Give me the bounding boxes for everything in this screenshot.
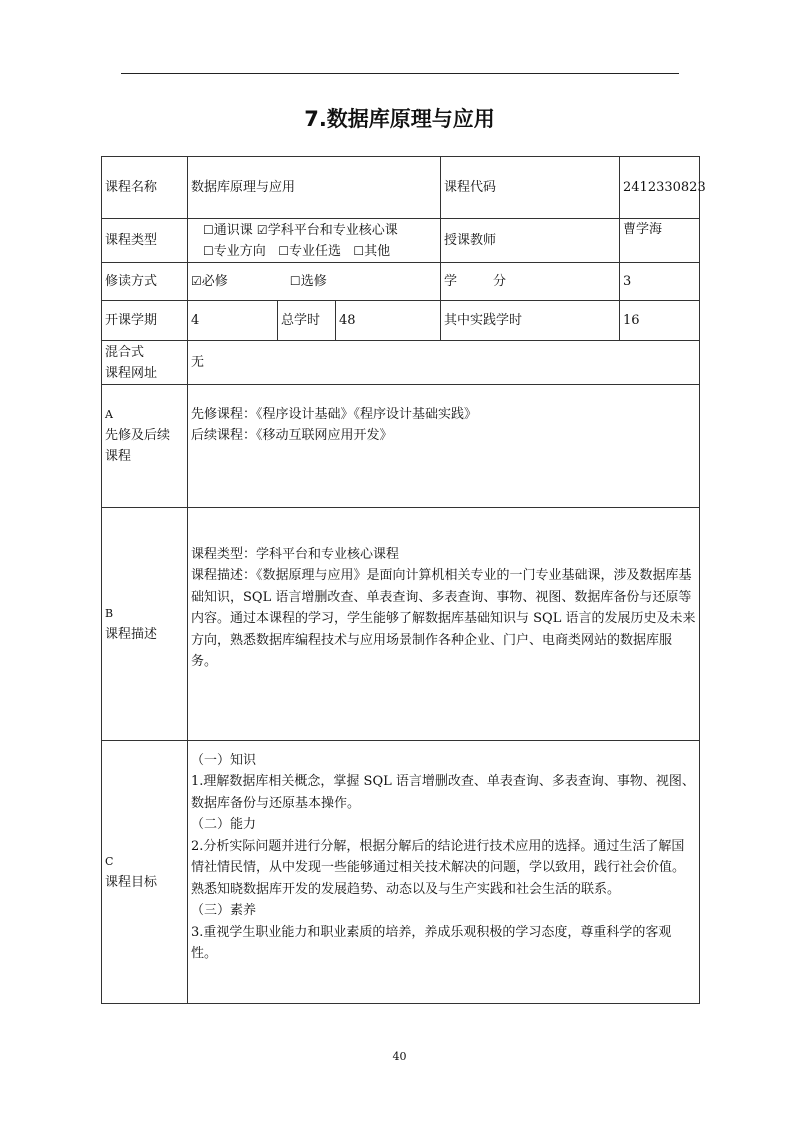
label-course-name: 课程名称	[102, 157, 188, 219]
value-total-hours: 48	[336, 301, 441, 341]
label-course-code: 课程代码	[441, 157, 620, 219]
type-option-other[interactable]: ☐其他	[353, 243, 391, 259]
page-number: 40	[392, 1050, 407, 1063]
value-course-code: 2412330823	[620, 157, 700, 219]
goal-ability-text: 2.分析实际问题并进行分解，根据分解后的结论进行技术应用的选择。通过生活了解国情社情民情，从中发现一些能够通过相关技术解决的问题，学以致用，践行社会价值。熟悉知晓数据库开发的发展趋势、动态以及与生产实践和社会生活的联系。	[191, 838, 686, 897]
goal-heading-literacy: （三）素养	[191, 903, 257, 918]
description-content	[188, 508, 700, 741]
label-goals: C 课程目标	[102, 741, 188, 1004]
mode-option-required[interactable]: ☑必修	[191, 274, 228, 289]
goal-knowledge-text: 1.理解数据库相关概念，掌握 SQL 语言增删改查、单表查询、多表查询、事物、视图、数据库备份与还原基本操作。	[191, 774, 695, 811]
row-description	[102, 508, 700, 741]
page-title: 7.数据库原理与应用	[304, 107, 495, 131]
type-option-core[interactable]: ☑学科平台和专业核心课	[256, 222, 398, 238]
label-prerequisites: A 先修及后续 课程	[102, 385, 188, 508]
row-hybrid-url	[102, 341, 700, 385]
label-credits: 学 分	[441, 263, 620, 301]
type-option-direction[interactable]: ☐专业方向	[203, 243, 266, 259]
checkbox-icon: ☐	[289, 274, 301, 288]
row-semester	[102, 301, 700, 341]
checkbox-icon: ☐	[203, 222, 214, 237]
value-practice-hours: 16	[620, 301, 700, 341]
checkbox-checked-icon: ☑	[256, 222, 268, 237]
row-course-type	[102, 219, 700, 263]
prerequisite-courses	[188, 385, 700, 508]
label-teacher: 授课教师	[441, 219, 620, 263]
goal-literacy-text: 3.重视学生职业能力和职业素质的培养，养成乐观积极的学习态度，尊重科学的客观性。	[191, 924, 672, 961]
row-course-name	[102, 157, 700, 219]
label-total-hours: 总学时	[278, 301, 336, 341]
goal-heading-knowledge: （一）知识	[191, 752, 257, 768]
label-hybrid-url: 混合式 课程网址	[102, 341, 188, 385]
checkbox-icon: ☐	[353, 243, 365, 258]
course-type-options	[188, 219, 441, 263]
value-course-name: 数据库原理与应用	[188, 157, 441, 219]
row-prerequisites	[102, 385, 700, 508]
mode-option-optional[interactable]: ☐选修	[289, 274, 327, 289]
checkbox-icon: ☐	[203, 243, 214, 258]
type-option-general[interactable]: ☐通识课	[203, 222, 253, 238]
label-semester: 开课学期	[102, 301, 188, 341]
checkbox-icon: ☐	[278, 243, 289, 258]
goal-heading-ability: （二）能力	[191, 817, 257, 832]
value-semester: 4	[188, 301, 278, 341]
course-table	[101, 156, 706, 1004]
header-rule	[121, 73, 679, 74]
checkbox-checked-icon: ☑	[191, 274, 202, 288]
value-teacher: 曹学海	[620, 219, 700, 263]
value-hybrid-url: 无	[188, 341, 700, 385]
description-type-line: 课程类型：学科平台和专业核心课程	[191, 546, 400, 562]
row-goals	[102, 741, 700, 1004]
description-text: 课程描述：《数据原理与应用》是面向计算机相关专业的一门专业基础课，涉及数据库基础知识，SQL 语言增删改查、单表查询、多表查询、事物、视图、数据库备份与还原等内容。通过本课程的学习，学生能够了解数据库基础知识与 SQL 语言的发展历史及未来方向，熟悉数据库编程技术与应用场景制作各种企业、门户、电商类网站的数据库服务。	[191, 568, 696, 669]
type-option-elective[interactable]: ☐专业任选	[278, 243, 341, 259]
label-study-mode: 修读方式	[102, 263, 188, 301]
label-course-type: 课程类型	[102, 219, 188, 263]
label-practice-hours: 其中实践学时	[441, 301, 620, 341]
prerequisite-post: 后续课程：《移动互联网应用开发》	[191, 428, 393, 443]
study-mode-options	[188, 263, 441, 301]
row-study-mode	[102, 263, 700, 301]
value-credits: 3	[620, 263, 700, 301]
goals-content	[188, 741, 700, 1004]
prerequisite-pre: 先修课程：《程序设计基础》《程序设计基础实践》	[191, 407, 478, 422]
label-description: B 课程描述	[102, 508, 188, 741]
